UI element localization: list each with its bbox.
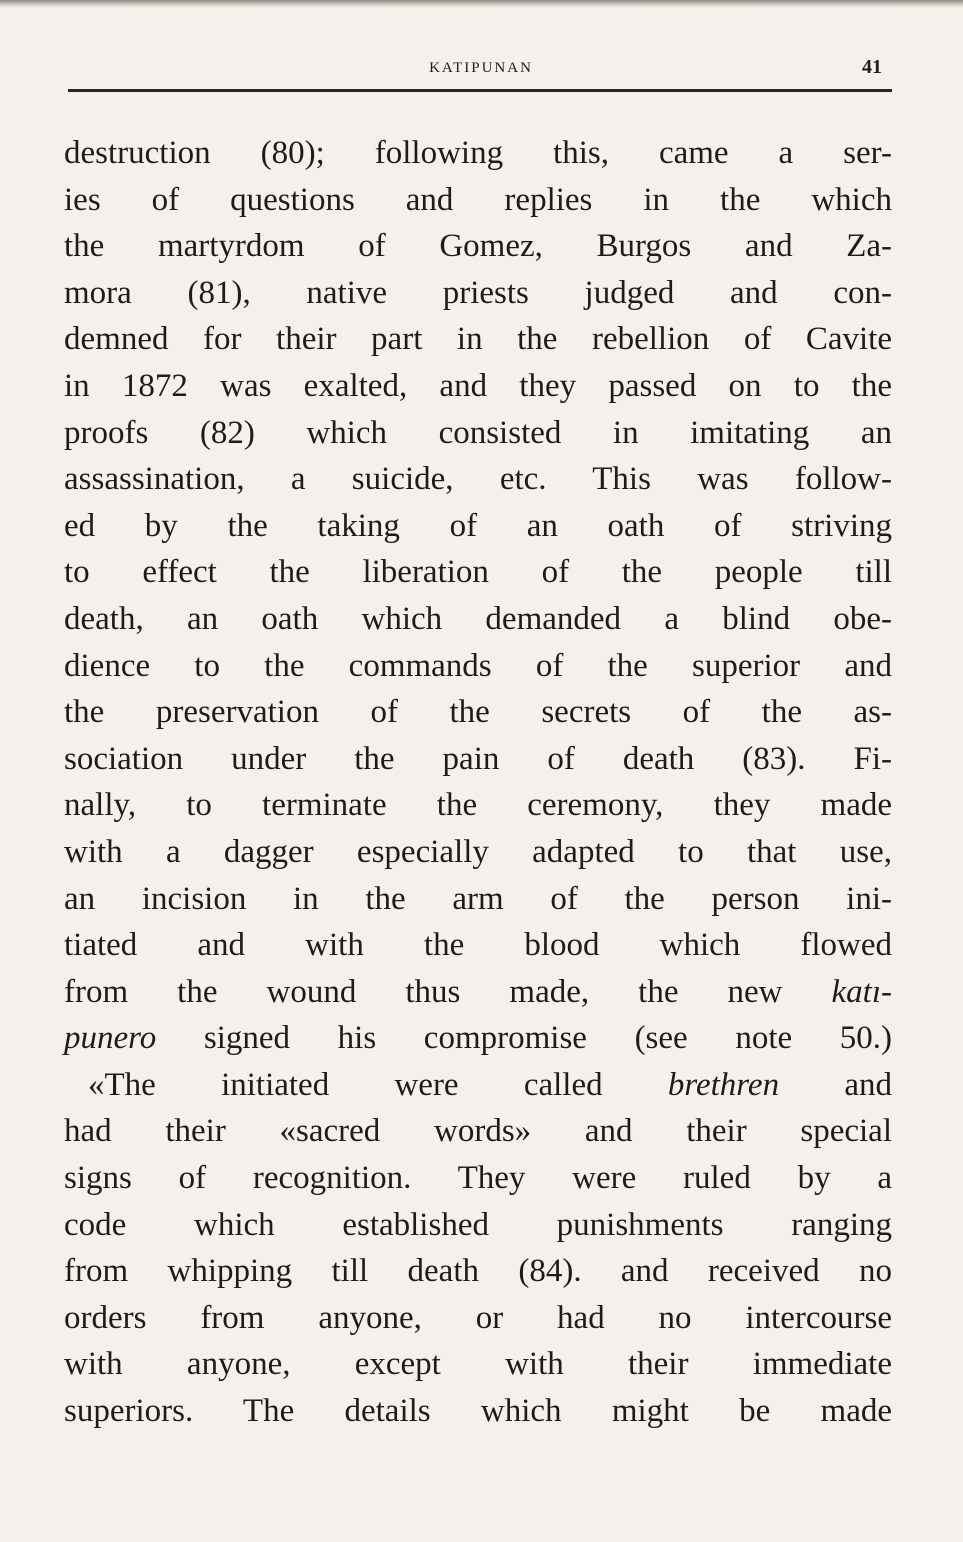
text-line: orders from anyone, or had no intercourse bbox=[64, 1299, 892, 1336]
page-top-shadow bbox=[0, 0, 963, 8]
body-text bbox=[64, 130, 892, 1435]
text-line: code which established punishments ranging bbox=[64, 1206, 892, 1243]
running-head bbox=[72, 58, 890, 82]
running-title: KATIPUNAN bbox=[429, 60, 533, 76]
text-line: signs of recognition. They were ruled by a bbox=[64, 1160, 892, 1197]
header-rule bbox=[68, 89, 892, 92]
text-line: with anyone, except with their immediate bbox=[64, 1346, 892, 1383]
text-line: had their «sacred words» and their special bbox=[64, 1113, 892, 1150]
text-line: tiated and with the blood which flowed bbox=[64, 927, 892, 964]
text-line: in 1872 was exalted, and they passed on to the bbox=[64, 367, 892, 404]
text-line: from the wound thus made, the new katı- bbox=[64, 973, 892, 1010]
text-line: sociation under the pain of death (83). Fi- bbox=[64, 740, 892, 777]
text-line: an incision in the arm of the person ini- bbox=[64, 880, 892, 917]
text-line: with a dagger especially adapted to that use, bbox=[64, 833, 892, 870]
text-line: from whipping till death (84). and received no bbox=[64, 1253, 892, 1290]
text-line: punero signed his compromise (see note 50.) bbox=[64, 1020, 892, 1057]
text-line: ies of questions and replies in the which bbox=[64, 181, 892, 218]
page-number: 41 bbox=[862, 56, 882, 78]
text-line: proofs (82) which consisted in imitating an bbox=[64, 414, 892, 451]
text-line: superiors. The details which might be made bbox=[64, 1393, 892, 1430]
text-line: to effect the liberation of the people till bbox=[64, 554, 892, 591]
text-line: mora (81), native priests judged and con- bbox=[64, 274, 892, 311]
text-line: death, an oath which demanded a blind obe- bbox=[64, 600, 892, 637]
text-line: nally, to terminate the ceremony, they made bbox=[64, 787, 892, 824]
text-line: ed by the taking of an oath of striving bbox=[64, 507, 892, 544]
text-line: the preservation of the secrets of the as- bbox=[64, 694, 892, 731]
text-line: demned for their part in the rebellion of Cavite bbox=[64, 321, 892, 358]
text-line: destruction (80); following this, came a ser- bbox=[64, 135, 892, 171]
text-line: dience to the commands of the superior and bbox=[64, 647, 892, 684]
text-line: «The initiated were called brethren and bbox=[88, 1066, 892, 1103]
text-line: the martyrdom of Gomez, Burgos and Za- bbox=[64, 228, 892, 265]
text-line: assassination, a suicide, etc. This was follow- bbox=[64, 461, 892, 498]
